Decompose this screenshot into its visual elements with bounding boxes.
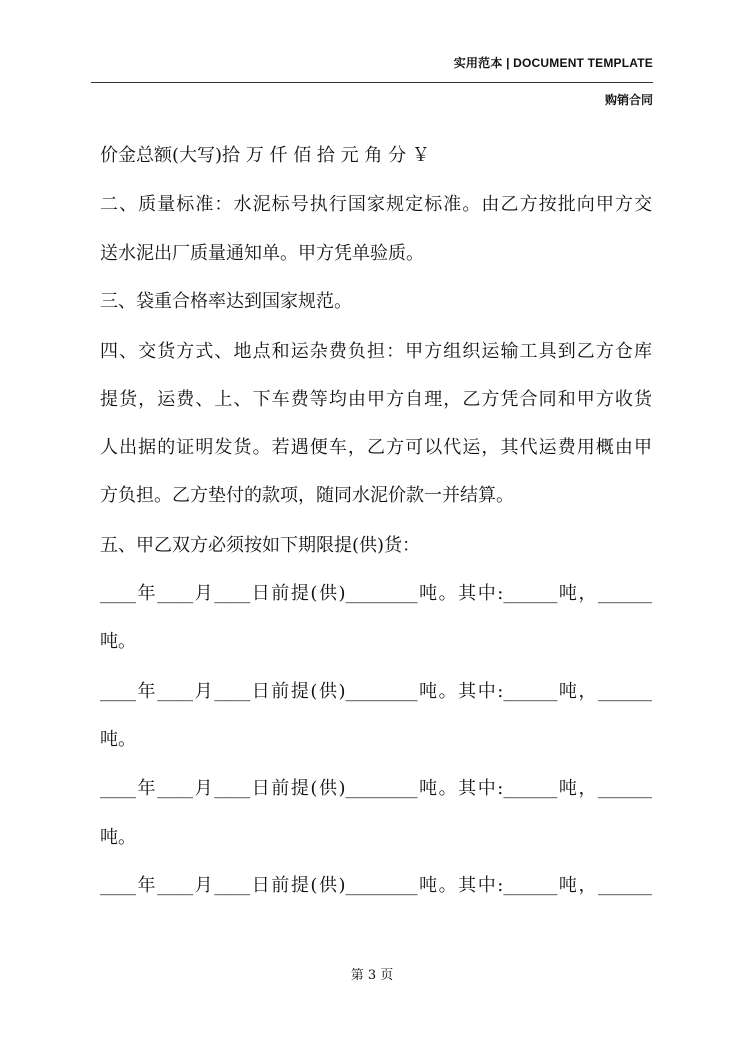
- quality-standard-line-2: 送水泥出厂质量通知单。甲方凭单验质。: [100, 243, 424, 264]
- quality-standard-line-1: 二、质量标准：水泥标号执行国家规定标准。由乙方按批向甲方交: [100, 194, 652, 215]
- page-number: 第 3 页: [350, 968, 394, 983]
- schedule-line: ____年____月____日前提(供)________吨。其中:______吨，______: [100, 778, 652, 799]
- schedule-line-continuation: 吨。: [100, 827, 136, 848]
- schedule-line-continuation: 吨。: [100, 631, 136, 652]
- schedule-line: ____年____月____日前提(供)________吨。其中:______吨，______: [100, 875, 652, 896]
- delivery-clause-line-4: 方负担。乙方垫付的款项，随同水泥价款一并结算。: [100, 485, 514, 506]
- delivery-clause-line-2: 提货，运费、上、下车费等均由甲方自理，乙方凭合同和甲方收货: [100, 389, 652, 410]
- delivery-schedule-heading: 五、甲乙双方必须按如下期限提(供)货：: [100, 535, 421, 556]
- delivery-clause-line-3: 人出据的证明发货。若遇便车，乙方可以代运，其代运费用概由甲: [100, 437, 652, 458]
- price-total-line: 价金总额(大写)拾 万 仟 佰 拾 元 角 分 ￥: [100, 145, 430, 166]
- document-type-label: 购销合同: [604, 93, 653, 107]
- schedule-line: ____年____月____日前提(供)________吨。其中:______吨，______: [100, 681, 652, 702]
- schedule-line: ____年____月____日前提(供)________吨。其中:______吨，______: [100, 583, 652, 604]
- header-divider: [91, 82, 653, 83]
- schedule-line-continuation: 吨。: [100, 729, 136, 750]
- delivery-clause-line-1: 四、交货方式、地点和运杂费负担：甲方组织运输工具到乙方仓库: [100, 341, 652, 362]
- header-title: 实用范本 | DOCUMENT TEMPLATE: [453, 56, 653, 70]
- bag-weight-clause: 三、袋重合格率达到国家规范。: [100, 291, 352, 312]
